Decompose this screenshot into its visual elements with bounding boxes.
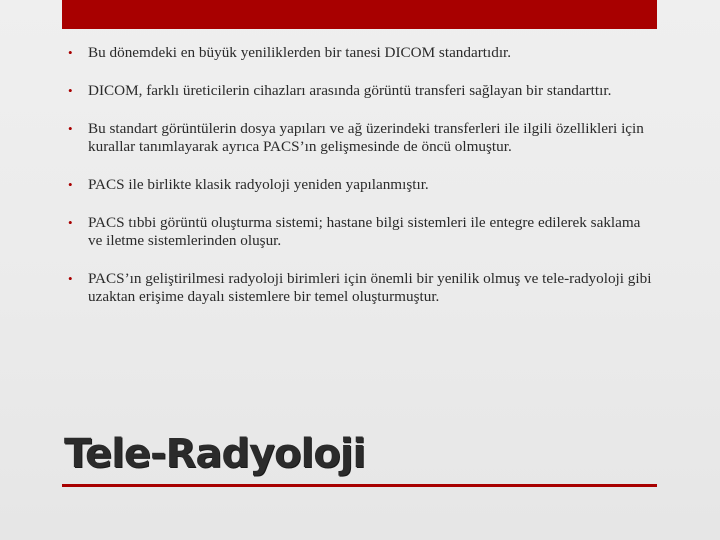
bullet-dot-icon: • [68,121,73,136]
bullet-dot-icon: • [68,215,73,230]
bullet-item [68,176,658,194]
title-underline [62,484,657,487]
top-accent-bar [62,0,657,29]
bullet-list [68,44,658,326]
bullet-text: PACS tıbbi görüntü oluşturma sistemi; hastane bilgi sistemleri ile entegre edilerek saklama ve iletme sistemlerinden oluşur. [88,214,641,249]
bullet-item [68,44,658,62]
bullet-text: PACS’ın geliştirilmesi radyoloji birimleri için önemli bir yenilik olmuş ve tele-radyoloji gibi uzaktan erişime dayalı sistemlere bir temel oluşturmuştur. [88,270,652,305]
bullet-dot-icon: • [68,83,73,98]
bullet-text: Bu standart görüntülerin dosya yapıları ve ağ üzerindeki transferleri ile ilgili özellikleri için kurallar tanımlayarak ayrıca PACS’ın gelişmesinde de öncü olmuştur. [88,120,644,155]
bullet-text: DICOM, farklı üreticilerin cihazları arasında görüntü transferi sağlayan bir standarttır. [88,82,612,99]
bullet-item [68,82,658,100]
bullet-item [68,214,658,250]
bullet-dot-icon: • [68,271,73,286]
bullet-dot-icon: • [68,177,73,192]
bullet-item [68,120,658,156]
bullet-item [68,270,658,306]
slide-title: Tele-Radyoloji [64,431,366,477]
bullet-text: Bu dönemdeki en büyük yeniliklerden bir tanesi DICOM standartıdır. [88,44,512,61]
bullet-dot-icon: • [68,45,73,60]
bullet-text: PACS ile birlikte klasik radyoloji yeniden yapılanmıştır. [88,176,429,193]
